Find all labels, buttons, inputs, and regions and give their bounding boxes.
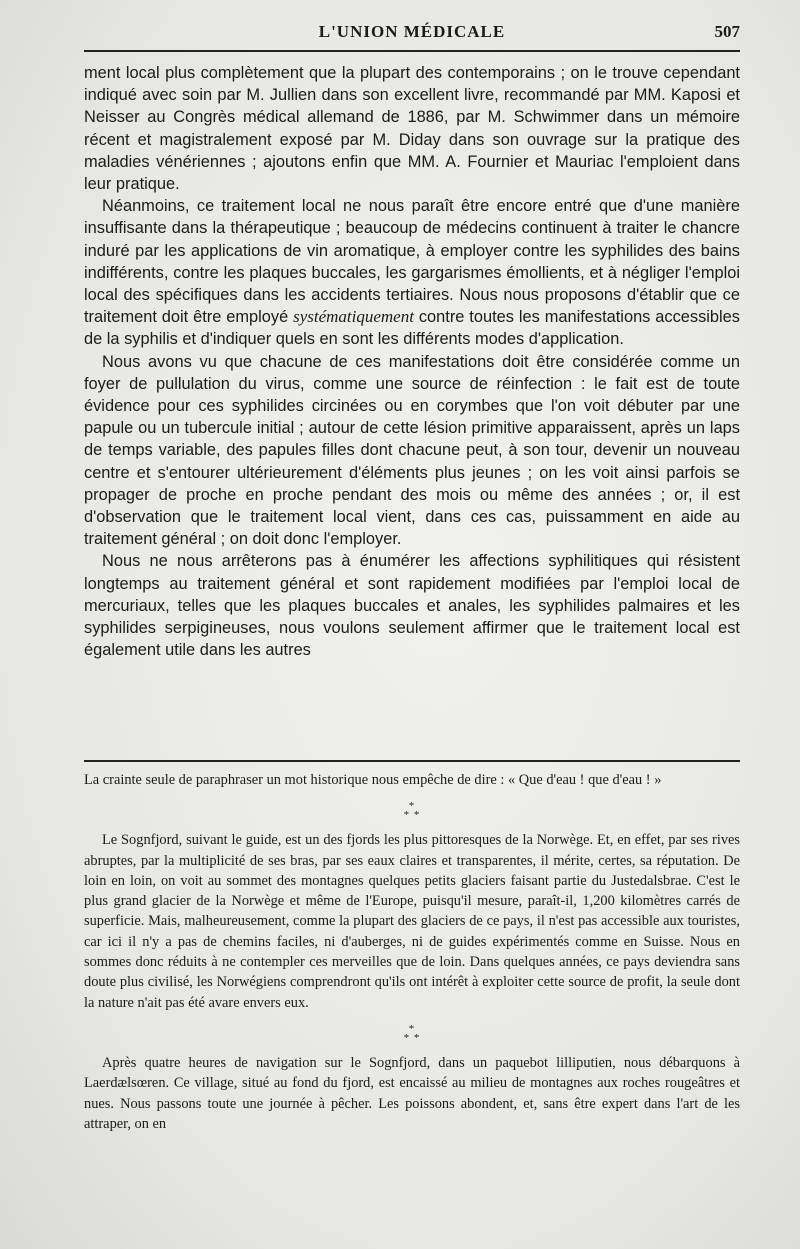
footnote-rule (84, 760, 740, 762)
running-title: L'UNION MÉDICALE (318, 22, 506, 41)
footnote-paragraph-2: Le Sognfjord, suivant le guide, est un des fjords les plus pittoresques de la Norwège. Et, en effet, par ses rives abruptes, par la multiplicité de ses bras, par ses eaux claires et transparentes, il mérite, certes, sa réputation. De loin en loin, on voit au sommet des montagnes quelques petits glaciers faisant partie du Justedalsbrae. C'est le plus grand glacier de la Norwège et même de l'Europe, puisqu'il mesure, paraît-il, 1,200 kilomètres carrés de superficie. Mais, malheureusement, comme la plupart des glaciers de ce pays, il n'est pas accessible aux touristes, car ici il n'y a pas de chemins faciles, ni d'auberges, ni de guides expérimentés comme en Suisse. Nous en sommes donc réduits à ne contempler ces merveilles que de loin. Dans quelques années, ce pays deviendra sans doute plus civilisé, les Norwégiens comprendront qu'ils ont intérêt à exploiter cette source de profit, la seule dont la nature n'ait pas été avare envers eux. (84, 832, 740, 1011)
asterism-1: * * * (403, 800, 421, 822)
paragraph-2-text-a: Néanmoins, ce traitement local ne nous paraît être encore entré que d'une manière insuffisante dans la thérapeutique ; beaucoup de médecins continuent à traiter le chancre induré par les applications de vin aromatique, à employer contre les syphilides des bains indifférents, contre les plaques buccales, les gargarismes émollients, et à négliger l'emploi local des spécifiques dans les accidents tertiaires. Nous nous proposons d'établir que ce traitement doit être employé (84, 197, 740, 327)
footnote-column (84, 770, 740, 1134)
paragraph-2 (84, 195, 740, 350)
footnote-paragraph-3: Après quatre heures de navigation sur le Sognfjord, dans un paquebot lilliputien, nous débarquons à Laerdælsœren. Ce village, situé au fond du fjord, est encaissé au milieu de montagnes aux roches rougeâtres et nues. Nous passons toute une journée à pêcher. Les poissons abondent, et, sans être expert dans l'art de les attraper, on en (84, 1054, 740, 1132)
paragraph-4: Nous ne nous arrêterons pas à énumérer les affections syphilitiques qui résistent longtemps au traitement général et sont rapidement modifiées par l'emploi local de mercuriaux, telles que les plaques buccales et anales, les syphilides palmaires et les syphilides serpigineuses, nous voulons seulement affirmer que le traitement local est également utile dans les autres (84, 552, 740, 660)
page-number: 507 (714, 22, 740, 41)
asterism-2: * * * (403, 1022, 421, 1044)
header-rule (84, 50, 740, 52)
paragraph-1: ment local plus complètement que la plupart des contemporains ; on le trouve cependant indiqué avec soin par M. Jullien dans son excellent livre, recommandé par MM. Kaposi et Neisser au Congrès médical allemand de 1886, par M. Schwimmer dans un mémoire récent et magistralement exposé par M. Diday dans son ouvrage sur la pratique des maladies vénériennes ; ajoutons enfin que MM. A. Fournier et Mauriac l'emploient dans leur pratique. (84, 64, 740, 194)
footnote-paragraph-1: La crainte seule de paraphraser un mot historique nous empêche de dire : « Que d'eau ! que d'eau ! » (84, 772, 662, 788)
page-header (84, 18, 740, 44)
paragraph-3: Nous avons vu que chacune de ces manifestations doit être considérée comme un foyer de pullulation du virus, comme une source de réinfection : le fait est de toute évidence pour ces syphilides circinées ou en corymbes que l'on voit débuter par une papule ou un tubercule initial ; autour de cette lésion primitive apparaissent, après un laps de temps variable, des papules filles dont chacune peut, à son tour, devenir un nouveau centre et s'entourer ultérieurement d'éléments plus jeunes ; on les voit ainsi parfois se propager de proche en proche pendant des mois ou même des années ; or, il est d'observation que le traitement local vient, dans ces cas, puissamment en aide au traitement général ; on doit donc l'employer. (84, 352, 740, 549)
paragraph-2-text-b: contre toutes les manifestations accessibles de la syphilis et d'indiquer quels en sont les différents modes d'application. (84, 308, 740, 349)
paragraph-2-italic: systématiquement (293, 307, 414, 327)
main-text (84, 62, 740, 661)
